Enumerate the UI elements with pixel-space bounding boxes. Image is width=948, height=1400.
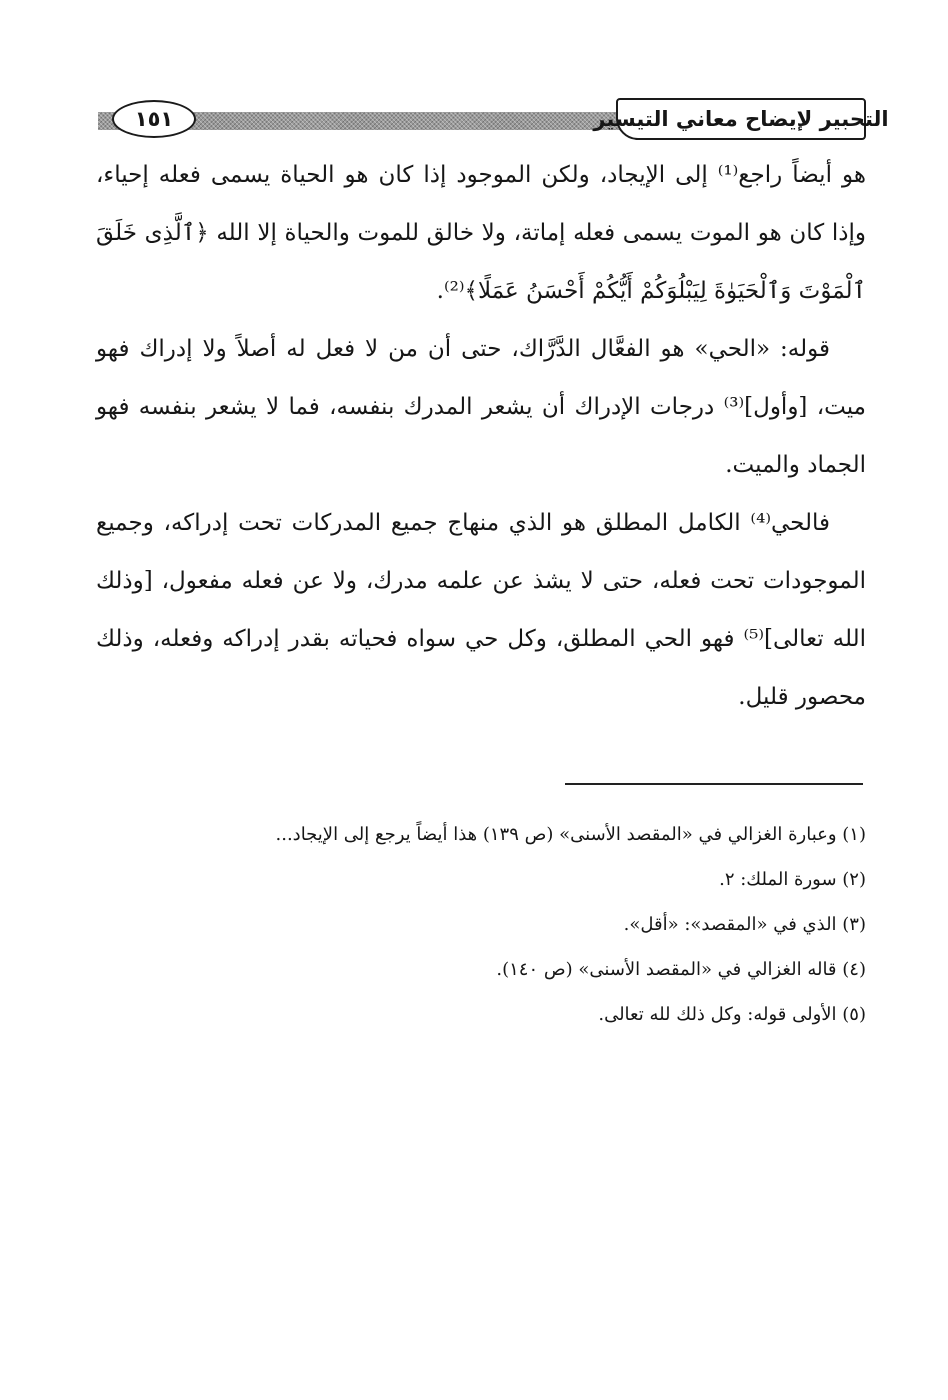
footnote: (٥) الأولى قوله: وكل ذلك لله تعالى. (598, 1004, 866, 1025)
footnote: (٣) الذي في «المقصد»: «أقل». (623, 914, 866, 935)
footnotes (96, 812, 866, 1037)
page-number: ١٥١ (134, 107, 174, 131)
paragraph: قوله: «الحي» هو الفعَّال الدَّرَّاك، حتى أن من لا فعل له أصلاً ولا إدراك فهو ميت، [وأول]⁽³⁾ درجات الإدراك أن يشعر المدرك بنفسه، فما لا يشعر بنفسه فهو الجماد والميت. (96, 336, 866, 478)
main-text (96, 146, 866, 726)
footnote-divider (565, 783, 863, 785)
paragraph: فالحي⁽⁴⁾ الكامل المطلق هو الذي منهاج جميع المدركات تحت إدراكه، وجميع الموجودات تحت فعله، حتى لا يشذ عن علمه مدرك، ولا عن فعله مفعول، [وذلك الله تعالى]⁽⁵⁾ فهو الحي المطلق، وكل حي سواه فحياته بقدر إدراكه وفعله، وذلك محصور قليل. (96, 510, 866, 710)
footnote: (٢) سورة الملك: ٢. (719, 869, 866, 890)
book-title: التحبير لإيضاح معاني التيسير (593, 107, 889, 131)
paragraph: هو أيضاً راجع⁽¹⁾ إلى الإيجاد، ولكن الموجود إذا كان هو الحياة يسمى فعله إحياء، وإذا كان هو الموت يسمى فعله إماتة، ولا خالق للموت والحياة إلا الله ﴿ٱلَّذِى خَلَقَ ٱلْمَوْتَ وَٱلْحَيَوٰةَ لِيَبْلُوَكُمْ أَيُّكُمْ أَحْسَنُ عَمَلًا﴾⁽²⁾. (96, 162, 866, 304)
page-number-oval (112, 100, 196, 138)
page-header (98, 98, 889, 144)
book-title-box (593, 98, 889, 140)
footnote: (٤) قاله الغزالي في «المقصد الأسنى» (ص ١٤٠). (496, 959, 866, 980)
footnote: (١) وعبارة الغزالي في «المقصد الأسنى» (ص ١٣٩) هذا أيضاً يرجع إلى الإيجاد... (275, 824, 866, 845)
